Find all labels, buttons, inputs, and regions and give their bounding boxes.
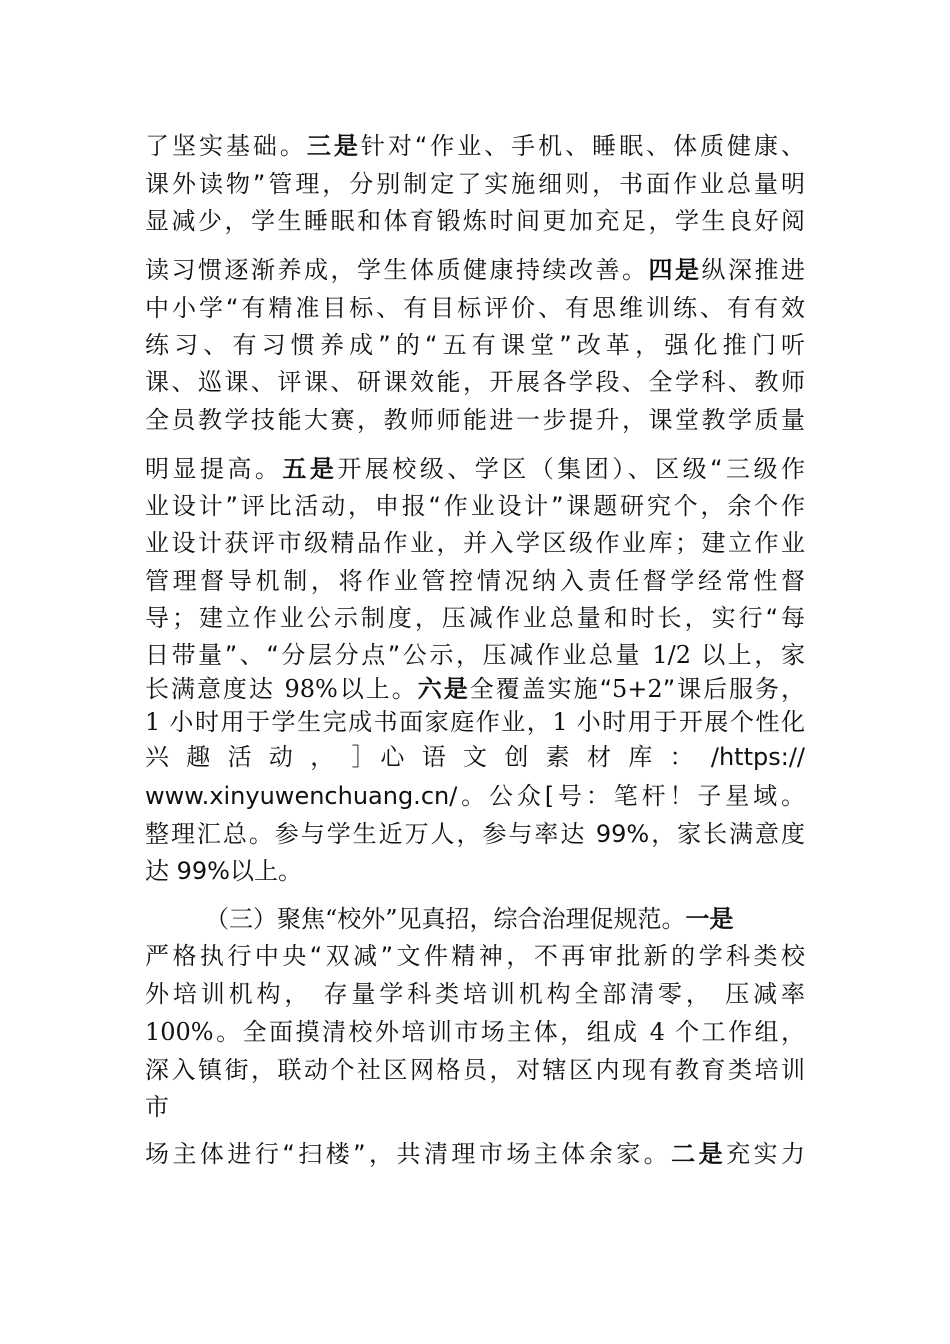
text-run: 小时用于学生完成书面家庭作业， [160,708,553,736]
text-run: （三）聚焦“校外”见真招，综合治理促规范。 [205,905,686,933]
text-run: 5+2 [612,675,663,703]
text-run: 100% [145,1018,214,1046]
text-run: 深入镇街，联动个社区网格员，对辖区内现有教育类培训 [145,1056,805,1084]
text-run: 针对“作业、手机、睡眠、体质健康、 [360,132,805,160]
bold-keyword: 四是 [648,256,702,284]
bold-keyword: 二是 [671,1140,727,1168]
text-line [145,1054,805,1086]
bold-keyword: 六是 [417,675,470,703]
text-line [145,741,805,773]
text-line [145,940,805,972]
text-line [145,527,805,559]
text-line [145,1138,805,1170]
text-run: 。全面摸清校外培训市场主体，组成 [213,1018,640,1046]
text-run: 课、巡课、评课、研课效能，开展各学段、全学科、教师 [145,368,805,396]
text-run: 全员教学技能大赛，教师师能进一步提升，课堂教学质量 [145,406,805,434]
text-line [145,780,805,812]
text-run: 业设计”评比活动，申报“作业设计”课题研究个，余个作 [145,492,805,520]
text-run: 纵深推进 [701,256,805,284]
text-run: 以上。 [337,675,418,703]
text-run: 练习、有习惯养成”的“五有课堂”改革，强化推门听 [145,331,805,359]
text-line [145,254,805,286]
text-line [145,404,805,436]
text-line [145,978,805,1010]
text-run: 以上，家 [701,641,805,669]
text-line [145,818,805,850]
text-run: ”课后服务， [662,675,805,703]
bold-keyword: 一是 [685,905,734,933]
text-line [145,1091,185,1123]
text-run: 读习惯逐渐养成，学生体质健康持续改善。 [145,256,649,284]
text-run: 严格执行中央“双减”文件精神，不再审批新的学科类校 [145,942,805,970]
text-line [145,168,805,200]
text-line [145,855,305,887]
text-line [145,602,805,634]
text-line [145,673,805,705]
bold-keyword: 三是 [306,132,361,160]
text-run: 明显提高。 [145,455,283,483]
text-line [145,490,805,522]
text-line [145,130,805,162]
text-run: 开展校级、学区（集团）、区级“三级作 [337,455,805,483]
text-run: 整理汇总。参与学生近万人，参与率达 99%，家长满意度 [145,820,805,848]
text-line [145,366,805,398]
text-run: 场主体进行“扫楼”，共清理市场主体余家。 [145,1140,672,1168]
text-run: 充实力 [726,1140,805,1168]
text-run: 达 99%以上。 [145,857,302,885]
text-run: 小时用于开展个性化 [567,708,805,736]
text-run: 显减少，学生睡眠和体育锻炼时间更加充足，学生良好阅 [145,207,805,235]
text-run: 课外读物”管理，分别制定了实施细则，书面作业总量明 [145,170,805,198]
text-line [145,453,805,485]
text-run: 98% [274,675,338,703]
text-line [145,1016,805,1048]
text-run: 1 [552,708,568,736]
text-line [145,639,805,671]
text-run: 外培训机构， 存量学科类培训机构全部清零， 压减率 [145,980,805,1008]
text-run: 了坚实基础。 [145,132,307,160]
text-run: 管理督导机制，将作业管控情况纳入责任督学经常性督 [145,567,805,595]
bold-keyword: 五是 [282,455,338,483]
text-line [205,903,805,935]
text-run: 导；建立作业公示制度，压减作业总量和时长，实行“每 [145,604,805,632]
text-line [145,292,805,324]
text-run: 个工作组， [675,1018,805,1046]
text-run: 全覆盖实施“ [469,675,613,703]
text-run: 4 [639,1018,676,1046]
text-run: 1/2 [642,641,702,669]
text-run: 业设计获评市级精品作业，并入学区级作业库；建立作业 [145,529,805,557]
text-run: 中小学“有精准目标、有目标评价、有思维训练、有有效 [145,294,805,322]
text-run: 1 [145,708,161,736]
text-line [145,706,805,738]
text-run: 日带量”、“分层分点”公示，压减作业总量 [145,641,643,669]
text-run: www.xinyuwenchuang.cn/。公众[号：笔杆！子星域。 [145,782,805,810]
text-run: 市 [145,1093,169,1121]
text-line [145,205,805,237]
text-line [145,565,805,597]
text-run: 兴 趣 活 动 ， ］心 语 文 创 素 材 库 ： /https:// [145,743,805,771]
text-line [145,329,805,361]
text-run: 长满意度达 [145,675,275,703]
